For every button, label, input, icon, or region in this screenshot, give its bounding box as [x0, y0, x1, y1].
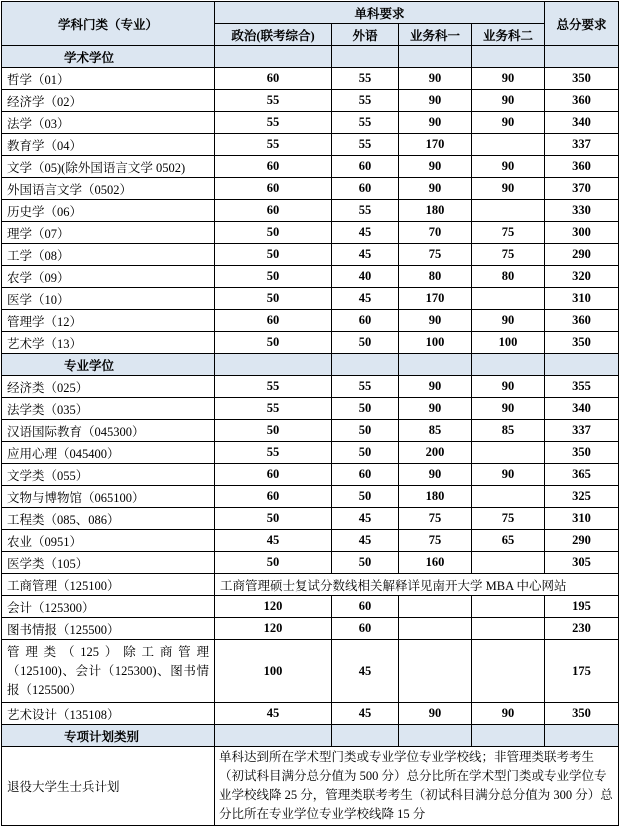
- table-row: [2, 552, 619, 574]
- politics-score: 60: [215, 200, 332, 222]
- politics-score: 55: [215, 112, 332, 134]
- mba-row: [2, 574, 619, 596]
- category-name: 理学（07）: [2, 222, 215, 244]
- subject2-score: 65: [472, 530, 545, 552]
- politics-score: 55: [215, 398, 332, 420]
- total-score: 355: [545, 376, 619, 398]
- category-name: 工程类（085、086）: [2, 508, 215, 530]
- subject1-header: 业务科一: [399, 24, 472, 46]
- total-score: 290: [545, 244, 619, 266]
- language-score: 45: [332, 640, 399, 703]
- table-row: [2, 134, 619, 156]
- language-score: 60: [332, 596, 399, 618]
- subject2-score: [472, 200, 545, 222]
- subject2-score: [472, 596, 545, 618]
- politics-score: 50: [215, 332, 332, 354]
- language-score: 45: [332, 530, 399, 552]
- language-score: 45: [332, 288, 399, 310]
- subject2-score: [472, 134, 545, 156]
- politics-score: 55: [215, 442, 332, 464]
- language-score: 45: [332, 703, 399, 725]
- subject1-score: 180: [399, 486, 472, 508]
- section-filler: [545, 354, 619, 376]
- language-score: 45: [332, 244, 399, 266]
- subject2-score: [472, 442, 545, 464]
- language-score: 45: [332, 222, 399, 244]
- total-score: 350: [545, 68, 619, 90]
- total-score: 370: [545, 178, 619, 200]
- subject1-score: 90: [399, 90, 472, 112]
- subject1-score: 170: [399, 134, 472, 156]
- table-row: [2, 288, 619, 310]
- language-score: 50: [332, 332, 399, 354]
- language-score: 55: [332, 68, 399, 90]
- language-score: 55: [332, 134, 399, 156]
- table-row: [2, 90, 619, 112]
- subject2-score: 90: [472, 464, 545, 486]
- politics-score: 60: [215, 68, 332, 90]
- table-row: [2, 156, 619, 178]
- total-score: 305: [545, 552, 619, 574]
- category-name: 经济学（02）: [2, 90, 215, 112]
- total-score: 340: [545, 398, 619, 420]
- single-requirement-header: 单科要求: [215, 2, 545, 24]
- table-row: [2, 112, 619, 134]
- subject1-score: 90: [399, 464, 472, 486]
- total-score: 195: [545, 596, 619, 618]
- language-score: 45: [332, 508, 399, 530]
- category-name: 工学（08）: [2, 244, 215, 266]
- total-score: 340: [545, 112, 619, 134]
- politics-score: 45: [215, 530, 332, 552]
- subject2-score: 90: [472, 178, 545, 200]
- veteran-note: 单科达到所在学术型门类或专业学位专业学校线；非管理类联考考生（初试科目满分总分值为 500 分）总分比所在学术型门类或专业学位专业学校线降 25 分，管理类联考考生（初试科目满分总分值为 300 分）总分比所在专业学位专业学校线降 15 分: [215, 747, 619, 826]
- language-score: 60: [332, 310, 399, 332]
- subject1-score: 170: [399, 288, 472, 310]
- language-score: 55: [332, 112, 399, 134]
- category-name: 法学（03）: [2, 112, 215, 134]
- total-score: 350: [545, 703, 619, 725]
- veteran-row: [2, 747, 619, 826]
- category-name: 经济类（025）: [2, 376, 215, 398]
- subject1-score: 90: [399, 112, 472, 134]
- politics-score: 50: [215, 288, 332, 310]
- total-score: 337: [545, 134, 619, 156]
- subject2-score: 90: [472, 376, 545, 398]
- politics-score: 55: [215, 90, 332, 112]
- academic-section-label: 学术学位: [2, 46, 215, 68]
- subject2-score: 90: [472, 68, 545, 90]
- section-filler: [332, 354, 399, 376]
- total-score: 360: [545, 90, 619, 112]
- category-name: 农学（09）: [2, 266, 215, 288]
- table-row: [2, 200, 619, 222]
- category-name: 哲学（01）: [2, 68, 215, 90]
- politics-score: 60: [215, 178, 332, 200]
- politics-score: 55: [215, 134, 332, 156]
- total-score: 360: [545, 310, 619, 332]
- subject2-score: [472, 618, 545, 640]
- language-score: 60: [332, 178, 399, 200]
- language-score: 40: [332, 266, 399, 288]
- subject2-score: [472, 640, 545, 703]
- language-score: 60: [332, 464, 399, 486]
- language-score: 50: [332, 442, 399, 464]
- category-name: 教育学（04）: [2, 134, 215, 156]
- language-score: 55: [332, 200, 399, 222]
- total-score: 320: [545, 266, 619, 288]
- language-score: 50: [332, 486, 399, 508]
- table-row: [2, 310, 619, 332]
- language-score: 55: [332, 90, 399, 112]
- total-score: 365: [545, 464, 619, 486]
- subject1-score: [399, 618, 472, 640]
- category-name: 汉语国际教育（045300）: [2, 420, 215, 442]
- category-name: 文学（05)(除外国语言文学 0502): [2, 156, 215, 178]
- subject1-score: [399, 640, 472, 703]
- subject2-score: 100: [472, 332, 545, 354]
- subject1-score: 90: [399, 178, 472, 200]
- table-row: [2, 376, 619, 398]
- category-name: 艺术设计（135108）: [2, 703, 215, 725]
- table-row: [2, 703, 619, 725]
- total-score: 230: [545, 618, 619, 640]
- politics-score: 50: [215, 508, 332, 530]
- category-name: 工商管理（125100）: [2, 574, 215, 596]
- politics-score: 60: [215, 310, 332, 332]
- language-score: 50: [332, 552, 399, 574]
- politics-score: 120: [215, 596, 332, 618]
- table-row: [2, 332, 619, 354]
- politics-score: 55: [215, 376, 332, 398]
- subject2-score: [472, 288, 545, 310]
- category-name: 法学类（035）: [2, 398, 215, 420]
- total-score: 325: [545, 486, 619, 508]
- subject1-score: 80: [399, 266, 472, 288]
- section-filler: [545, 725, 619, 747]
- section-filler: [215, 725, 332, 747]
- language-score: 55: [332, 376, 399, 398]
- section-filler: [399, 354, 472, 376]
- subject1-score: 70: [399, 222, 472, 244]
- category-name: 退役大学生士兵计划: [2, 747, 215, 826]
- subject2-score: 80: [472, 266, 545, 288]
- category-name: 历史学（06）: [2, 200, 215, 222]
- table-row: [2, 464, 619, 486]
- language-score: 60: [332, 156, 399, 178]
- subject1-score: 160: [399, 552, 472, 574]
- table-row: [2, 618, 619, 640]
- total-score: 330: [545, 200, 619, 222]
- total-score: 290: [545, 530, 619, 552]
- politics-score: 120: [215, 618, 332, 640]
- subject1-score: [399, 596, 472, 618]
- category-header: 学科门类（专业）: [2, 2, 215, 46]
- table-row: [2, 244, 619, 266]
- special-section-row: [2, 725, 619, 747]
- language-header: 外语: [332, 24, 399, 46]
- category-name: 艺术学（13）: [2, 332, 215, 354]
- subject1-score: 90: [399, 310, 472, 332]
- subject2-score: 75: [472, 508, 545, 530]
- professional-section-row: [2, 354, 619, 376]
- politics-score: 50: [215, 266, 332, 288]
- section-filler: [332, 725, 399, 747]
- language-score: 50: [332, 398, 399, 420]
- subject1-score: 75: [399, 244, 472, 266]
- subject2-score: 90: [472, 156, 545, 178]
- subject1-score: 90: [399, 703, 472, 725]
- subject1-score: 85: [399, 420, 472, 442]
- subject1-score: 180: [399, 200, 472, 222]
- politics-score: 60: [215, 486, 332, 508]
- subject1-score: 75: [399, 508, 472, 530]
- table-row: [2, 266, 619, 288]
- category-name: 会计（125300）: [2, 596, 215, 618]
- category-name: 应用心理（045400）: [2, 442, 215, 464]
- category-name: 文物与博物馆（065100）: [2, 486, 215, 508]
- total-score: 175: [545, 640, 619, 703]
- subject1-score: 200: [399, 442, 472, 464]
- academic-section-row: [2, 46, 619, 68]
- table-row: [2, 508, 619, 530]
- section-filler: [472, 725, 545, 747]
- table-row: [2, 420, 619, 442]
- total-requirement-header: 总分要求: [545, 2, 619, 46]
- politics-score: 50: [215, 420, 332, 442]
- category-name: 农业（0951）: [2, 530, 215, 552]
- table-row: [2, 442, 619, 464]
- subject2-score: [472, 552, 545, 574]
- category-name: 图书情报（125500）: [2, 618, 215, 640]
- table-row: [2, 178, 619, 200]
- total-score: 310: [545, 508, 619, 530]
- subject1-score: 90: [399, 398, 472, 420]
- professional-section-label: 专业学位: [2, 354, 215, 376]
- table-row: [2, 68, 619, 90]
- politics-score: 60: [215, 156, 332, 178]
- special-section-label: 专项计划类别: [2, 725, 215, 747]
- category-name: 管理类（125）除工商管理（125100)、会计（125300)、图书情报（125500）: [2, 640, 215, 703]
- subject1-score: 90: [399, 68, 472, 90]
- section-filler: [399, 725, 472, 747]
- politics-score: 60: [215, 464, 332, 486]
- category-name: 管理学（12）: [2, 310, 215, 332]
- subject2-score: 75: [472, 244, 545, 266]
- politics-score: 50: [215, 222, 332, 244]
- subject1-score: 75: [399, 530, 472, 552]
- category-name: 外国语言文学（0502）: [2, 178, 215, 200]
- subject2-score: 90: [472, 398, 545, 420]
- subject2-score: 85: [472, 420, 545, 442]
- subject2-score: 90: [472, 90, 545, 112]
- section-filler: [215, 354, 332, 376]
- politics-score: 50: [215, 552, 332, 574]
- subject1-score: 100: [399, 332, 472, 354]
- total-score: 360: [545, 156, 619, 178]
- mba-note: 工商管理硕士复试分数线相关解释详见南开大学 MBA 中心网站: [215, 574, 619, 596]
- category-name: 医学（10）: [2, 288, 215, 310]
- table-row: [2, 596, 619, 618]
- politics-score: 50: [215, 244, 332, 266]
- politics-header: 政治(联考综合): [215, 24, 332, 46]
- subject1-score: 90: [399, 376, 472, 398]
- category-name: 文学类（055）: [2, 464, 215, 486]
- table-row: [2, 486, 619, 508]
- subject2-header: 业务科二: [472, 24, 545, 46]
- language-score: 60: [332, 618, 399, 640]
- total-score: 337: [545, 420, 619, 442]
- subject2-score: 90: [472, 310, 545, 332]
- category-name: 医学类（105）: [2, 552, 215, 574]
- table-row: [2, 398, 619, 420]
- subject2-score: 90: [472, 112, 545, 134]
- table-row: [2, 640, 619, 703]
- subject1-score: 90: [399, 156, 472, 178]
- table-row: [2, 530, 619, 552]
- section-filler: [472, 354, 545, 376]
- score-table: [1, 1, 619, 826]
- table-row: [2, 222, 619, 244]
- total-score: 310: [545, 288, 619, 310]
- subject2-score: [472, 486, 545, 508]
- total-score: 350: [545, 332, 619, 354]
- subject2-score: 90: [472, 703, 545, 725]
- total-score: 350: [545, 442, 619, 464]
- subject2-score: 75: [472, 222, 545, 244]
- politics-score: 100: [215, 640, 332, 703]
- language-score: 50: [332, 420, 399, 442]
- politics-score: 45: [215, 703, 332, 725]
- total-score: 300: [545, 222, 619, 244]
